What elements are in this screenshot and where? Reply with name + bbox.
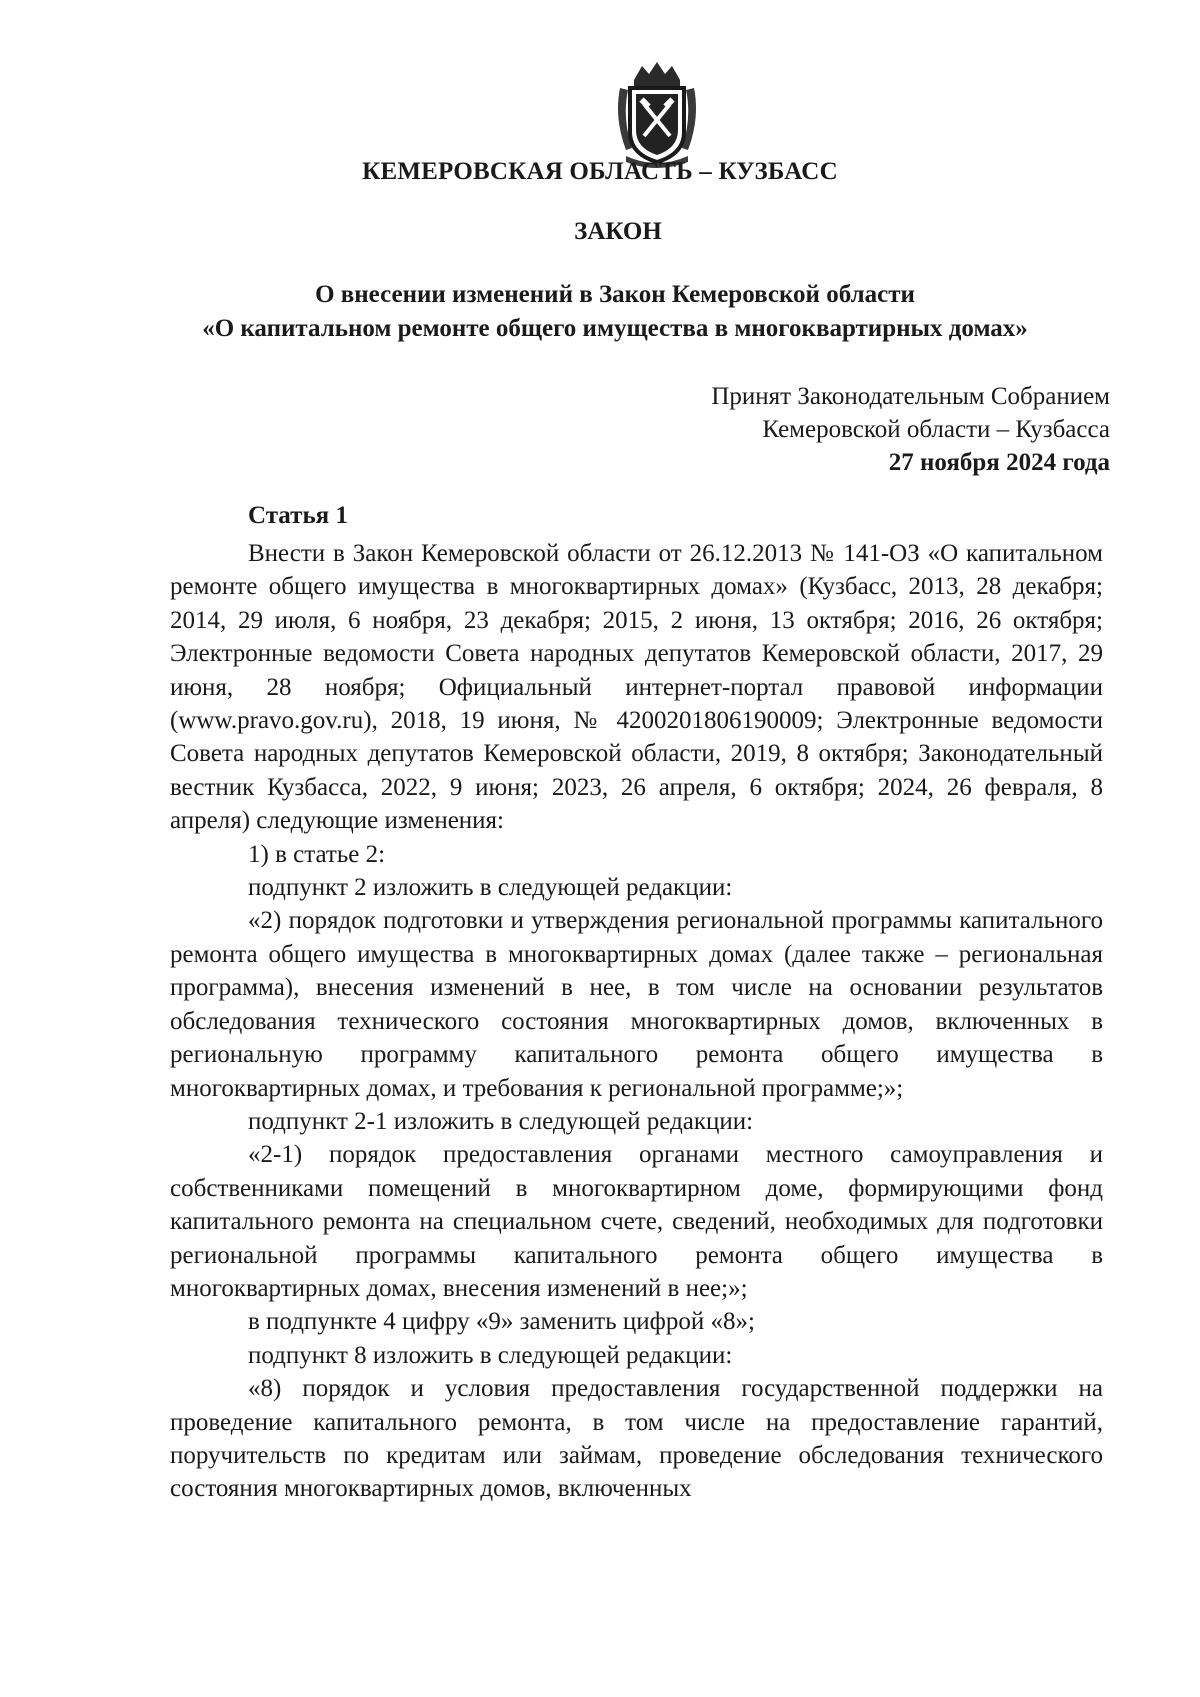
- law-title-line-1: О внесении изменений в Закон Кемеровской области: [315, 281, 915, 308]
- region-name: КЕМЕРОВСКАЯ ОБЛАСТЬ – КУЗБАСС: [362, 158, 838, 185]
- article-title: Статья 1: [248, 502, 348, 529]
- paragraph-subitem-2-1: подпункт 2-1 изложить в следующей редакции:: [248, 1107, 754, 1135]
- law-title-line-2: «О капитальном ремонте общего имущества в многоквартирных домах»: [202, 315, 1028, 342]
- paragraph-intro: Внести в Закон Кемеровской области от 26.12.2013 № 141-ОЗ «О капитальном ремонте общего имущества в многоквартирных домах» (Кузбасс, 2013, 28 декабря; 2014, 29 июля, 6 ноября, 23 декабря; 2015, 2 июня, 13 октября; 2016, 26 октября; Электронные ведомости Совета народных депутатов Кемеровской области, 2017, 29 июня, 28 ноября; Официальный интернет-портал правовой информации (www.pravo.gov.ru), 2018, 19 июня, № 4200201806190009; Электронные ведомости Совета народных депутатов Кемеровской области, 2019, 8 октября; Законодательный вестник Кузбасса, 2022, 9 июня; 2023, 26 апреля, 6 октября; 2024, 26 февраля, 8 апреля) следующие изменения:: [170, 540, 1103, 835]
- paragraph-subitem-4: в подпункте 4 цифру «9» заменить цифрой «8»;: [248, 1308, 755, 1336]
- adoption-line-1: Принят Законодательным Собранием: [711, 383, 1110, 410]
- adoption-block: [711, 380, 1110, 479]
- paragraph-quote-2: «2) порядок подготовки и утверждения региональной программы капитального ремонта общего имущества в многоквартирных домах (далее также – региональная программа), внесения изменений в нее, в том числе на основании результатов обследования технического состояния многоквартирных домов, включенных в региональную программу капитального ремонта общего имущества в многоквартирных домах, и требования к региональной программе;»;: [170, 907, 1103, 1102]
- article-body: [170, 537, 1103, 1506]
- paragraph-quote-8: «8) порядок и условия предоставления государственной поддержки на проведение капитального ремонта, в том числе на предоставление гарантий, поручительств по кредитам или займам, проведение обследования технического состояния многоквартирных домов, включенных: [170, 1375, 1103, 1503]
- document-type: ЗАКОН: [574, 218, 662, 245]
- paragraph-item-1: 1) в статье 2:: [248, 840, 386, 868]
- adoption-line-2: Кемеровской области – Кузбасса: [762, 416, 1110, 443]
- adoption-date: 27 ноября 2024 года: [888, 449, 1110, 476]
- coat-of-arms-icon: [612, 58, 702, 168]
- paragraph-subitem-8: подпункт 8 изложить в следующей редакции:: [248, 1341, 733, 1369]
- paragraph-quote-2-1: «2-1) порядок предоставления органами местного самоуправления и собственниками помещений в многоквартирном доме, формирующими фонд капитального ремонта на специальном счете, сведений, необходимых для подготовки региональной программы капитального ремонта общего имущества в многоквартирных домах, внесения изменений в нее;»;: [170, 1141, 1103, 1302]
- paragraph-subitem-2: подпункт 2 изложить в следующей редакции:: [248, 874, 733, 902]
- law-title: [0, 278, 1200, 346]
